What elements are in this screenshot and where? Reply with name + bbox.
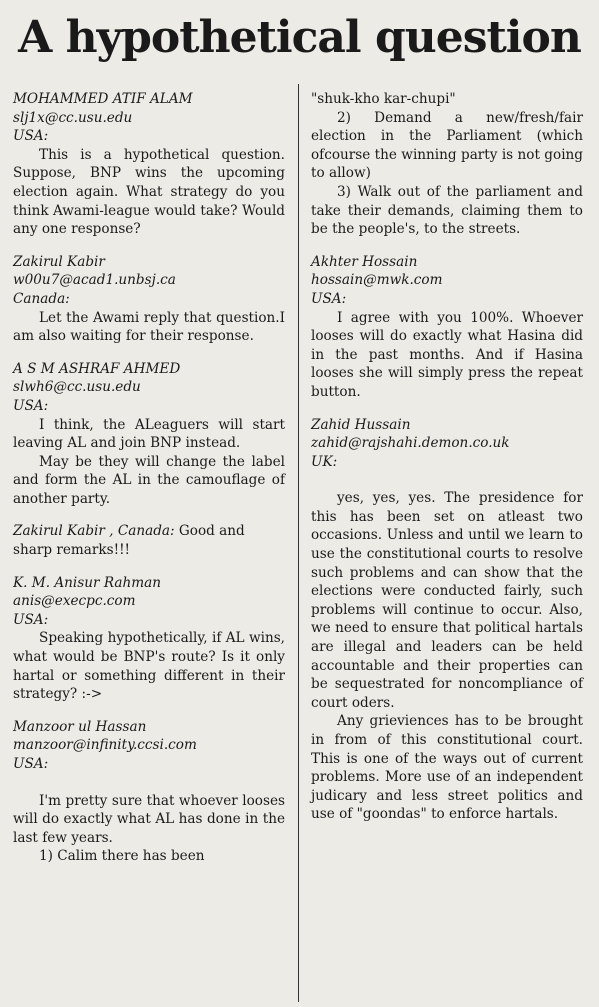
author-email: slwh6@cc.usu.edu — [13, 379, 141, 396]
letter-paragraph: "shuk-kho kar-chupi" — [311, 91, 456, 107]
remark-text: Good and sharp remarks!!! — [13, 523, 245, 559]
letter-paragraph: Any grieviences has to be brought in from of this constitutional court. This is one of the ways out of current problems. More use of an independent judicary and less street politics and use of "goondas" to enforce hartals. — [311, 713, 583, 823]
author-country: USA: — [311, 290, 347, 307]
author-country: Canada: — [13, 290, 70, 307]
letter-hassan-continued — [311, 90, 583, 239]
letter-paragraph: I think, the ALeaguers will start leaving AL and join BNP instead. — [13, 416, 285, 452]
author-country: USA: — [13, 756, 49, 772]
right-column — [311, 90, 583, 838]
article-title: A hypothetical question — [18, 12, 581, 63]
author-email: hossain@mwk.com — [311, 272, 443, 289]
author-name: K. M. Anisur Rahman — [13, 574, 161, 591]
letter-paragraph: 1) Calim there has been — [39, 848, 205, 865]
letter-paragraph: I agree with you 100%. Whoever looses will do exactly what Hasina did in the past months. And if Hasina looses she will simply press the repeat button. — [311, 309, 583, 400]
author-email: anis@execpc.com — [13, 593, 136, 610]
letter-paragraph: Let the Awami reply that question.I am also waiting for their response. — [13, 309, 285, 345]
author-name: Akhter Hossain — [311, 253, 418, 270]
author-inline: Zakirul Kabir , Canada: — [13, 523, 175, 540]
letter-hassan — [13, 718, 285, 866]
author-email: manzoor@infinity.ccsi.com — [13, 737, 197, 754]
letter-paragraph: May be they will change the label and form the AL in the camouflage of another party. — [13, 453, 285, 507]
author-name: MOHAMMED ATIF ALAM — [13, 91, 193, 107]
letter-ahmed — [13, 360, 285, 509]
author-country: UK: — [311, 453, 338, 470]
author-email: w00u7@acad1.unbsj.ca — [13, 272, 176, 289]
letter-paragraph: Speaking hypothetically, if AL wins, what would be BNP's route? Is it only hartal or something different in their strategy? :-> — [13, 630, 285, 703]
letter-alam — [13, 90, 285, 239]
letter-paragraph: 2) Demand a new/fresh/fair election in the Parliament (which ofcourse the winning party is not going to allow) — [311, 109, 583, 182]
letter-kabir — [13, 253, 285, 346]
letter-paragraph: I'm pretty sure that whoever looses will do exactly what AL has done in the last few years. — [13, 792, 285, 846]
letter-kabir-remark — [13, 522, 285, 559]
letter-paragraph: 3) Walk out of the parliament and take their demands, claiming them to be the people's, to the streets. — [311, 183, 583, 238]
author-name: A S M ASHRAF AHMED — [13, 360, 181, 377]
author-name: Zakirul Kabir — [13, 253, 105, 270]
author-name: Manzoor ul Hassan — [13, 718, 147, 735]
author-country: USA: — [13, 611, 49, 628]
author-email: slj1x@cc.usu.edu — [13, 109, 133, 126]
author-name: Zahid Hussain — [311, 416, 411, 433]
letter-hossain — [311, 253, 583, 402]
author-country: USA: — [13, 397, 49, 414]
letter-hussain — [311, 416, 583, 824]
letter-rahman — [13, 574, 285, 704]
author-email: zahid@rajshahi.demon.co.uk — [311, 435, 510, 452]
letter-paragraph: yes, yes, yes. The presidence for this has been set on atleast two occasions. Unless and until we learn to use the constitutional courts to resolve such problems and can show that the elections were conducted fairly, such problems will continue to occur. Also, we need to ensure that political hartals are illegal and leaders can be held accountable and their properties can be sequestrated for noncompliance of court oders. — [311, 490, 583, 711]
author-country: USA: — [13, 128, 49, 145]
left-column — [13, 90, 285, 880]
column-divider — [298, 84, 299, 1002]
letter-paragraph: This is a hypothetical question. Suppose, BNP wins the upcoming election again. What strategy do you think Awami-league would take? Would any one response? — [13, 146, 285, 238]
